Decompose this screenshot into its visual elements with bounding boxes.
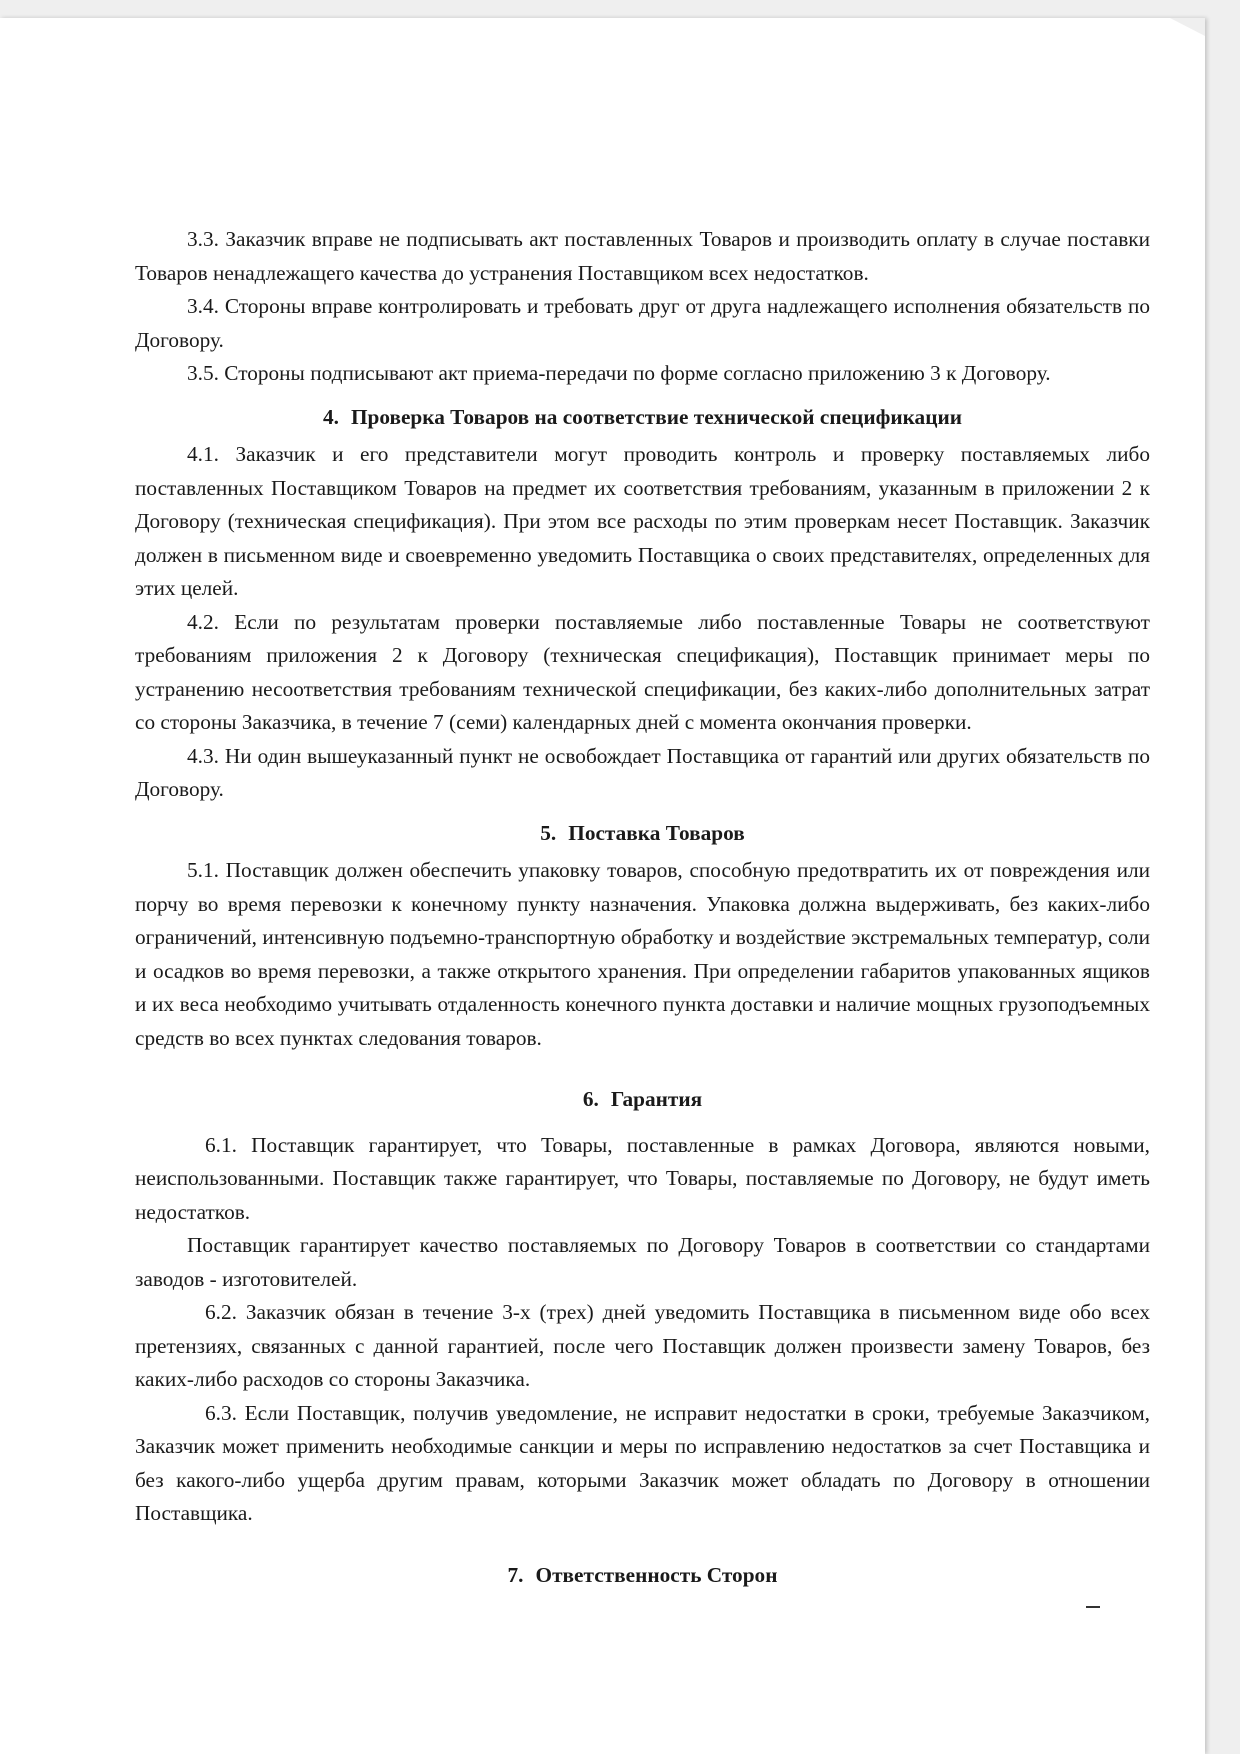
clause-4-2: 4.2. Если по результатам проверки поставляемые либо поставленные Товары не соответствуют требованиям приложения 2 к Договору (техническая спецификация), Поставщик принимает меры по устранению несоответствия требованиям технической спецификации, без каких-либо дополнительных затрат со стороны Заказчика, в течение 7 (семи) календарных дней с момента окончания проверки. <box>135 609 1150 734</box>
section-4-number: 4. <box>322 404 339 429</box>
clause-5-1: 5.1. Поставщик должен обеспечить упаковку товаров, способную предотвратить их от повреждения или порчу во время перевозки к конечному пункту назначения. Упаковка должна выдерживать, без каких-либо ограничений, интенсивную подъемно-транспортную обработку и воздействие экстремальных температур, соли и осадков во время перевозки, а также открытого хранения. При определении габаритов упакованных ящиков и их веса необходимо учитывать отдаленность конечного пункта доставки и наличие мощных грузоподъемных средств во всех пунктах следования товаров. <box>135 858 1150 1050</box>
section-5-title: Поставка Товаров <box>568 820 745 845</box>
section-7-title: Ответственность Сторон <box>535 1562 778 1587</box>
document-page <box>0 18 1205 1754</box>
clause-3-3: 3.3. Заказчик вправе не подписывать акт поставленных Товаров и производить оплату в случае поставки Товаров ненадлежащего качества до устранения Поставщиком всех недостатков. <box>135 227 1150 285</box>
clause-3-5: 3.5. Стороны подписывают акт приема-передачи по форме согласно приложению 3 к Договору. <box>187 361 1051 385</box>
section-4-heading <box>135 401 1150 435</box>
section-7-number: 7. <box>507 1562 524 1587</box>
clause-3-4: 3.4. Стороны вправе контролировать и требовать друг от друга надлежащего исполнения обязательств по Договору. <box>135 294 1150 352</box>
page-corner <box>1170 18 1205 36</box>
clause-6-2: 6.2. Заказчик обязан в течение 3-х (трех) дней уведомить Поставщика в письменном виде обо всех претензиях, связанных с данной гарантией, после чего Поставщик должен произвести замену Товаров, без каких-либо расходов со стороны Заказчика. <box>135 1300 1150 1391</box>
clause-6-1-quality: Поставщик гарантирует качество поставляемых по Договору Товаров в соответствии со стандартами заводов - изготовителей. <box>135 1233 1150 1291</box>
section-6-heading <box>135 1083 1150 1117</box>
section-7-heading <box>135 1559 1150 1593</box>
section-5-number: 5. <box>540 820 557 845</box>
section-4-title: Проверка Товаров на соответствие технической спецификации <box>350 404 963 429</box>
document-body <box>135 223 1150 1604</box>
clause-4-3: 4.3. Ни один вышеуказанный пункт не освобождает Поставщика от гарантий или других обязательств по Договору. <box>135 743 1150 801</box>
page-mark <box>1086 1606 1100 1608</box>
clause-4-1: 4.1. Заказчик и его представители могут проводить контроль и проверку поставляемых либо поставленных Поставщиком Товаров на предмет их соответствия требованиям, указанным в приложении 2 к Договору (техническая спецификация). При этом все расходы по этим проверкам несет Поставщик. Заказчик должен в письменном виде и своевременно уведомить Поставщика о своих представителях, определенных для этих целей. <box>135 442 1150 600</box>
clause-6-3: 6.3. Если Поставщик, получив уведомление, не исправит недостатки в сроки, требуемые Заказчиком, Заказчик может применить необходимые санкции и меры по исправлению недостатков за счет Поставщика и без какого-либо ущерба другим правам, которыми Заказчик может обладать по Договору в отношении Поставщика. <box>135 1400 1150 1525</box>
section-6-number: 6. <box>582 1087 599 1111</box>
section-5-heading <box>135 817 1150 851</box>
section-6-title: Гарантия <box>610 1087 703 1111</box>
clause-6-1: 6.1. Поставщик гарантирует, что Товары, поставленные в рамках Договора, являются новыми, неиспользованными. Поставщик также гарантирует, что Товары, поставляемые по Договору, не будут иметь недостатков. <box>135 1132 1150 1224</box>
